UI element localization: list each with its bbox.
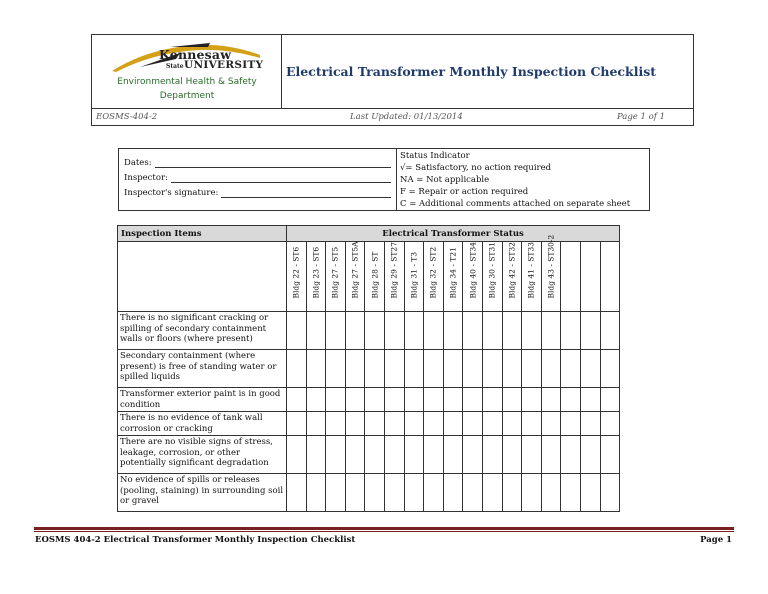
status-entry-cell[interactable] (345, 436, 365, 474)
status-entry-cell[interactable] (561, 312, 581, 350)
inspection-row (118, 474, 620, 512)
inspection-items-header: Inspection Items (118, 226, 287, 242)
status-entry-cell[interactable] (345, 312, 365, 350)
status-entry-cell[interactable] (600, 350, 620, 388)
status-entry-cell[interactable] (600, 388, 620, 412)
status-entry-cell[interactable] (384, 436, 404, 474)
transformer-status-header: Electrical Transformer Status (287, 226, 620, 242)
footer-rule-thick (34, 527, 734, 530)
transformer-column-header (424, 242, 444, 312)
status-legend (397, 149, 649, 210)
transformer-column-label: Bldg 34 - T21 (448, 247, 458, 299)
header-meta-row (92, 108, 693, 126)
status-entry-cell[interactable] (326, 474, 346, 512)
transformer-column-label: Bldg 29 - ST27 (389, 242, 399, 299)
status-entry-cell[interactable] (482, 312, 502, 350)
footer-page: Page 1 (700, 535, 732, 545)
signature-line[interactable] (221, 189, 391, 198)
status-entry-cell[interactable] (345, 412, 365, 436)
status-entry-cell[interactable] (287, 350, 307, 388)
status-entry-cell[interactable] (384, 312, 404, 350)
status-entry-cell[interactable] (463, 474, 483, 512)
status-entry-cell[interactable] (580, 350, 600, 388)
status-entry-cell[interactable] (365, 312, 385, 350)
transformer-column-header (580, 242, 600, 312)
status-legend-item: √= Satisfactory, no action required (400, 163, 552, 173)
inspector-line[interactable] (171, 174, 391, 183)
page-of: Page 1 of 1 (616, 112, 665, 122)
inspection-row (118, 350, 620, 388)
transformer-column-header (345, 242, 365, 312)
status-entry-cell[interactable] (482, 436, 502, 474)
status-legend-item: NA = Not applicable (400, 175, 490, 185)
transformer-column-label: Bldg 23 - ST6 (311, 246, 321, 299)
status-entry-cell[interactable] (580, 436, 600, 474)
status-entry-cell[interactable] (404, 436, 424, 474)
transformer-column-header (384, 242, 404, 312)
status-entry-cell[interactable] (463, 412, 483, 436)
status-entry-cell[interactable] (384, 474, 404, 512)
inspection-item-text: There is no significant cracking or spilling of secondary containment walls or floors (where present) (118, 312, 287, 350)
document-title: Electrical Transformer Monthly Inspection Checklist (286, 64, 657, 79)
transformer-column-label: Bldg 30 - ST31 (487, 242, 497, 299)
status-entry-cell[interactable] (482, 412, 502, 436)
status-entry-cell[interactable] (326, 436, 346, 474)
transformer-column-label: Bldg 42 - ST32 (507, 242, 517, 299)
status-entry-cell[interactable] (463, 436, 483, 474)
status-entry-cell[interactable] (306, 312, 326, 350)
status-entry-cell[interactable] (306, 412, 326, 436)
transformer-column-header (522, 242, 542, 312)
status-legend-item: C = Additional comments attached on separate sheet (400, 199, 631, 209)
logo-kennesaw-text: Kennesaw (159, 47, 232, 62)
status-entry-cell[interactable] (541, 388, 561, 412)
transformer-column-label: Bldg 43 - ST30-2 (546, 234, 556, 299)
status-entry-cell[interactable] (326, 312, 346, 350)
status-entry-cell[interactable] (580, 474, 600, 512)
transformer-column-label: Bldg 27 - ST5A (350, 241, 360, 299)
status-entry-cell[interactable] (424, 412, 444, 436)
status-entry-cell[interactable] (541, 312, 561, 350)
status-entry-cell[interactable] (561, 436, 581, 474)
status-entry-cell[interactable] (384, 412, 404, 436)
inspection-item-text: There are no visible signs of stress, leakage, corrosion, or other potentially significant degradation (118, 436, 287, 474)
transformer-column-header (541, 234, 561, 312)
transformer-column-label: Bldg 32 - ST2 (428, 246, 438, 299)
inspection-row (118, 388, 620, 412)
last-updated: Last Updated: 01/13/2014 (350, 112, 463, 122)
status-entry-cell[interactable] (443, 436, 463, 474)
status-entry-cell[interactable] (287, 474, 307, 512)
status-entry-cell[interactable] (345, 350, 365, 388)
status-entry-cell[interactable] (306, 350, 326, 388)
document-header (91, 34, 694, 126)
status-entry-cell[interactable] (326, 388, 346, 412)
status-entry-cell[interactable] (541, 436, 561, 474)
status-entry-cell[interactable] (424, 350, 444, 388)
transformer-column-header (326, 242, 346, 312)
status-entry-cell[interactable] (502, 350, 522, 388)
inspection-item-text: There is no evidence of tank wall corrosion or cracking (118, 412, 287, 436)
status-entry-cell[interactable] (365, 350, 385, 388)
status-entry-cell[interactable] (522, 412, 542, 436)
status-entry-cell[interactable] (404, 312, 424, 350)
transformer-column-label: Bldg 41 - ST33 (526, 242, 536, 299)
transformer-column-header (482, 242, 502, 312)
status-entry-cell[interactable] (541, 474, 561, 512)
column-header-spacer (118, 242, 287, 312)
logo-cell (92, 35, 282, 108)
transformer-column-header (600, 242, 620, 312)
inspector-field[interactable] (124, 168, 391, 183)
status-entry-cell[interactable] (365, 474, 385, 512)
status-entry-cell[interactable] (522, 350, 542, 388)
status-entry-cell[interactable] (522, 388, 542, 412)
signature-label: Inspector's signature: (124, 188, 219, 198)
inspection-item-text: Transformer exterior paint is in good condition (118, 388, 287, 412)
inspection-row (118, 436, 620, 474)
status-entry-cell[interactable] (306, 388, 326, 412)
status-entry-cell[interactable] (482, 388, 502, 412)
status-entry-cell[interactable] (482, 474, 502, 512)
transformer-column-header (561, 242, 581, 312)
status-entry-cell[interactable] (600, 312, 620, 350)
status-entry-cell[interactable] (463, 312, 483, 350)
transformer-column-label: Bldg 22 - ST6 (291, 246, 301, 299)
transformer-column-header (365, 242, 385, 312)
status-entry-cell[interactable] (424, 474, 444, 512)
status-entry-cell[interactable] (384, 350, 404, 388)
status-entry-cell[interactable] (541, 412, 561, 436)
transformer-column-label: Bldg 27 - ST5 (330, 246, 340, 299)
status-entry-cell[interactable] (561, 350, 581, 388)
transformer-column-label: Bldg 40 - ST34 (468, 242, 478, 299)
status-entry-cell[interactable] (365, 388, 385, 412)
transformer-column-header (443, 242, 463, 312)
status-entry-cell[interactable] (600, 474, 620, 512)
status-entry-cell[interactable] (522, 436, 542, 474)
inspector-label: Inspector: (124, 173, 168, 183)
transformer-column-label: Bldg 28 - ST (370, 251, 380, 299)
footer-rule-thin (34, 531, 734, 532)
status-entry-cell[interactable] (306, 436, 326, 474)
status-entry-cell[interactable] (345, 474, 365, 512)
inspection-item-text: Secondary containment (where present) is free of standing water or spilled liquids (118, 350, 287, 388)
status-entry-cell[interactable] (306, 474, 326, 512)
status-entry-cell[interactable] (287, 436, 307, 474)
status-entry-cell[interactable] (541, 350, 561, 388)
title-cell (282, 35, 693, 108)
logo-university-text: UNIVERSITY (184, 59, 264, 71)
status-entry-cell[interactable] (463, 388, 483, 412)
status-entry-cell[interactable] (424, 388, 444, 412)
inspection-row (118, 412, 620, 436)
status-entry-cell[interactable] (580, 388, 600, 412)
status-entry-cell[interactable] (424, 312, 444, 350)
status-entry-cell[interactable] (522, 312, 542, 350)
dates-label: Dates: (124, 158, 152, 168)
status-entry-cell[interactable] (443, 312, 463, 350)
footer-title: EOSMS 404-2 Electrical Transformer Monthly Inspection Checklist (35, 535, 356, 545)
inspection-info-box (118, 148, 650, 211)
status-entry-cell[interactable] (561, 474, 581, 512)
dates-line[interactable] (155, 159, 391, 168)
logo-state-text: State (166, 63, 184, 70)
status-legend-title: Status Indicator (400, 151, 470, 161)
signature-field[interactable] (124, 183, 391, 198)
status-entry-cell[interactable] (502, 388, 522, 412)
status-entry-cell[interactable] (404, 412, 424, 436)
transformer-column-header (287, 242, 307, 312)
department-line-2: Department (159, 91, 215, 101)
status-entry-cell[interactable] (502, 412, 522, 436)
status-entry-cell[interactable] (326, 412, 346, 436)
status-entry-cell[interactable] (443, 350, 463, 388)
inspection-grid (117, 225, 620, 512)
status-entry-cell[interactable] (404, 474, 424, 512)
transformer-column-header (502, 242, 522, 312)
status-entry-cell[interactable] (404, 350, 424, 388)
status-entry-cell[interactable] (404, 388, 424, 412)
department-line-1: Environmental Health & Safety (117, 77, 257, 87)
inspection-row (118, 312, 620, 350)
status-entry-cell[interactable] (502, 312, 522, 350)
status-legend-item: F = Repair or action required (400, 187, 529, 197)
transformer-column-header (404, 242, 424, 312)
inspection-item-text: No evidence of spills or releases (pooling, staining) in surrounding soil or gravel (118, 474, 287, 512)
status-entry-cell[interactable] (561, 412, 581, 436)
status-entry-cell[interactable] (463, 350, 483, 388)
transformer-column-label: Bldg 31 - T3 (409, 251, 419, 299)
status-entry-cell[interactable] (580, 312, 600, 350)
status-entry-cell[interactable] (600, 436, 620, 474)
transformer-column-header (463, 242, 483, 312)
status-entry-cell[interactable] (326, 350, 346, 388)
status-entry-cell[interactable] (600, 412, 620, 436)
status-entry-cell[interactable] (443, 388, 463, 412)
status-entry-cell[interactable] (424, 436, 444, 474)
status-entry-cell[interactable] (443, 474, 463, 512)
status-entry-cell[interactable] (580, 412, 600, 436)
status-entry-cell[interactable] (502, 436, 522, 474)
status-entry-cell[interactable] (287, 388, 307, 412)
doc-id: EOSMS-404-2 (96, 112, 158, 122)
status-entry-cell[interactable] (482, 350, 502, 388)
status-entry-cell[interactable] (287, 312, 307, 350)
status-entry-cell[interactable] (443, 412, 463, 436)
status-entry-cell[interactable] (522, 474, 542, 512)
status-entry-cell[interactable] (561, 388, 581, 412)
dates-field[interactable] (124, 153, 391, 168)
status-entry-cell[interactable] (345, 388, 365, 412)
status-entry-cell[interactable] (365, 436, 385, 474)
status-entry-cell[interactable] (502, 474, 522, 512)
status-entry-cell[interactable] (365, 412, 385, 436)
status-entry-cell[interactable] (287, 412, 307, 436)
status-entry-cell[interactable] (384, 388, 404, 412)
inspector-fields (119, 149, 397, 210)
transformer-column-header (306, 242, 326, 312)
